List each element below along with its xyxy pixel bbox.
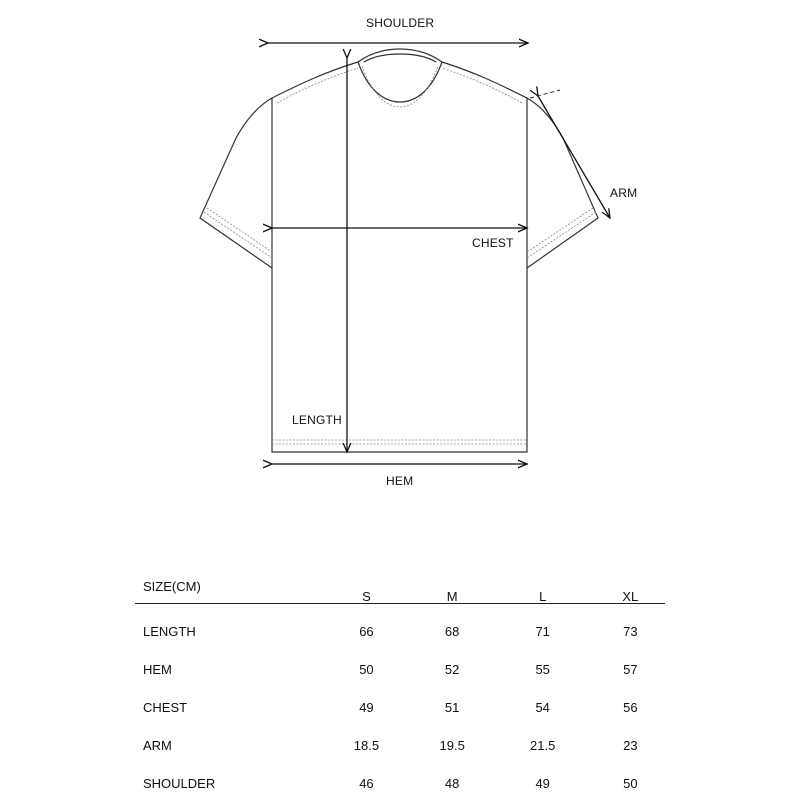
stitch-lines (204, 66, 596, 444)
measurement-lines (268, 43, 610, 464)
row-label: SHOULDER (143, 775, 216, 791)
arm-label: ARM (610, 186, 638, 200)
table-cell: 71 (535, 623, 550, 639)
table-cell: 48 (444, 775, 460, 791)
table-cell: 57 (623, 661, 638, 677)
table-cell: 54 (535, 699, 550, 715)
table-cell: 21.5 (530, 737, 556, 753)
row-label: CHEST (143, 699, 188, 715)
table-row (135, 688, 665, 726)
table-cell: 66 (359, 623, 374, 639)
size-s-header: S (362, 589, 371, 604)
row-label: HEM (143, 661, 172, 677)
table-row (135, 764, 665, 802)
size-l-header: L (539, 589, 547, 604)
table-cell: 51 (444, 699, 460, 715)
hem-label: HEM (386, 474, 414, 488)
table-row (135, 726, 665, 764)
table-header-row (135, 570, 665, 604)
table-cell: 46 (359, 775, 374, 791)
shoulder-label: SHOULDER (366, 16, 435, 30)
table-cell: 18.5 (353, 737, 380, 753)
table-row (135, 650, 665, 688)
table-cell: 50 (359, 661, 374, 677)
table-cell: 56 (623, 699, 638, 715)
table-row (135, 612, 665, 650)
size-m-header: M (446, 589, 458, 604)
row-label: LENGTH (143, 623, 196, 639)
size-table (135, 570, 665, 802)
length-label: LENGTH (292, 413, 342, 427)
table-cell: 68 (444, 623, 460, 639)
table-cell: 23 (623, 737, 638, 753)
table-cell: 19.5 (439, 737, 465, 753)
chest-label: CHEST (472, 236, 514, 250)
arm-measure-line (538, 96, 610, 218)
table-cell: 49 (359, 699, 374, 715)
tshirt-outline (200, 49, 598, 452)
arm-guide-dashed (530, 90, 560, 98)
table-cell: 49 (535, 775, 550, 791)
table-cell: 55 (535, 661, 550, 677)
table-cell: 73 (623, 623, 638, 639)
size-unit-label: SIZE(CM) (143, 579, 201, 594)
size-xl-header: XL (622, 589, 639, 604)
table-cell: 50 (623, 775, 638, 791)
row-label: ARM (143, 737, 172, 753)
table-cell: 52 (444, 661, 460, 677)
